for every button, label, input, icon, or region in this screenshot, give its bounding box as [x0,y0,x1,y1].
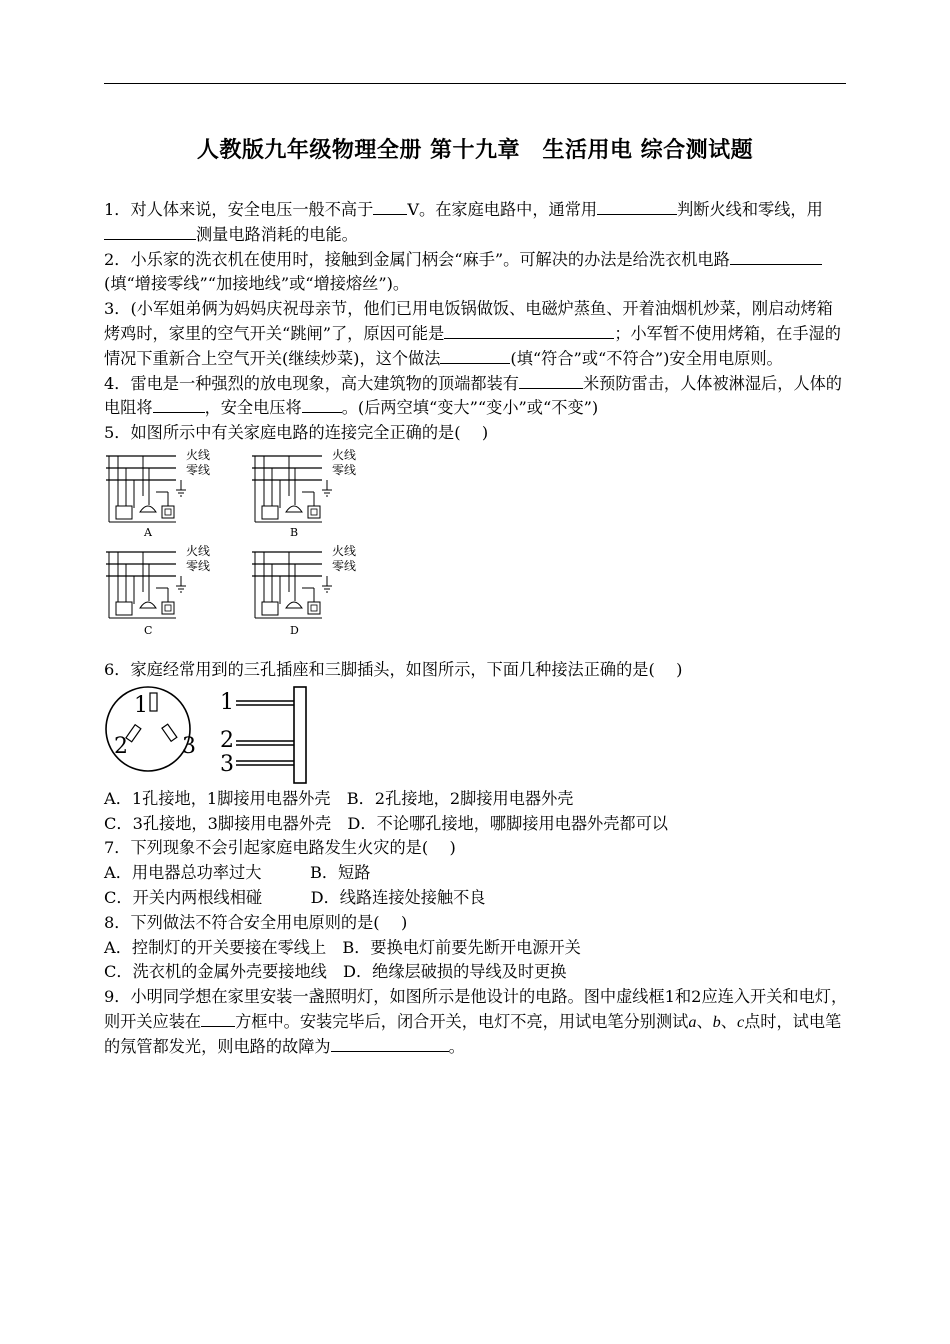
socket-hole-3: 3 [182,733,196,759]
question-3: 3．(小军姐弟俩为妈妈庆祝母亲节，他们已用电饭锅做饭、电磁炉蒸鱼、开着油烟机炒菜，刚启动烤箱烤鸡时，家里的空气开关“跳闸”了，原因可能是 ；小军暂不使用烤箱，在手湿的情况下重新合上空气开关(继续炒菜)，这个做法 (填“符合”或“不符合”)安全用电原则。 [104,299,841,368]
page-title: 人教版九年级物理全册 第十九章 生活用电 综合测试题 [196,138,754,163]
question-5: 5．如图所示中有关家庭电路的连接完全正确的是( ) [104,423,489,443]
question-1: 1．对人体来说，安全电压一般不高于 V。在家庭电路中，通常用 判断火线和零线，用测量电路消耗的电能。 [104,200,823,244]
answer-blank[interactable] [373,198,407,215]
neutral-label-a: 零线 [186,462,211,477]
socket-plug-drawing [104,683,324,787]
question-6-option-row-1: A．1孔接地，1脚接用电器外壳 B．2孔接地，2脚接用电器外壳 [104,788,574,808]
answer-blank[interactable] [444,322,614,339]
question-7-option-row-1: A．用电器总功率过大 B．短路 [104,863,371,883]
live-label-b: 火线 [332,447,357,462]
circuit-a [106,456,186,522]
circuit-c [106,552,186,618]
question-list [104,198,848,1060]
plug-pin-1: 1 [220,689,234,715]
question-8-option-row-2: C．洗衣机的金属外壳要接地线 D．绝缘层破损的导线及时更换 [104,962,567,982]
answer-blank[interactable] [104,223,196,240]
answer-blank[interactable] [331,1035,449,1052]
figure-label-b: B [290,525,299,539]
question-6: 6．家庭经常用到的三孔插座和三脚插头，如图所示，下面几种接法正确的是( ) [104,659,683,679]
live-label-c: 火线 [186,543,211,558]
plug-pin-2: 2 [220,727,234,753]
live-label-a: 火线 [186,447,211,462]
neutral-label-b: 零线 [332,462,357,477]
question-2: 2．小乐家的洗衣机在使用时，接触到金属门柄会“麻手”。可解决的办法是给洗衣机电路(填“增接零线”“加接地线”或“增接熔丝”)。 [104,248,848,298]
question-4: 4．雷电是一种强烈的放电现象，高大建筑物的顶端都装有 米预防雷击，人体被淋湿后，人体的电阻将 ，安全电压将 。(后两空填“变大”“变小”或“不变”) [104,373,842,418]
answer-blank[interactable] [519,372,583,389]
circuit-diagrams [104,446,404,658]
socket-hole-1: 1 [134,692,148,718]
answer-blank[interactable] [730,248,822,265]
question-6-option-row-2: C．3孔接地，3脚接用电器外壳 D．不论哪孔接地，哪脚接用电器外壳都可以 [104,813,668,833]
figure-label-a: A [144,525,152,539]
plug-pin-3: 3 [220,751,234,777]
answer-blank[interactable] [597,198,677,215]
question-8: 8．下列做法不符合安全用电原则的是( ) [104,912,408,932]
socket-plug-figure [104,683,848,787]
answer-blank[interactable] [153,396,205,413]
answer-blank[interactable] [440,347,510,364]
question-8-option-row-1: A．控制灯的开关要接在零线上 B．要换电灯前要先断开电源开关 [104,937,581,957]
circuit-b [252,456,332,522]
plug-body [294,687,306,783]
question-9: 9．小明同学想在家里安装一盏照明灯，如图所示是他设计的电路。图中虚线框1和2应连入开关和电灯，则开关应装在 方框中。安装完毕后，闭合开关，电灯不亮，用试电笔分别测试a、b、c点时，试电笔的氖管都发光，则电路的故障为 。 [104,987,848,1056]
circuit-figure [104,446,848,658]
figure-label-c: C [144,623,153,637]
question-7: 7．下列现象不会引起家庭电路发生火灾的是( ) [104,838,456,858]
neutral-label-d: 零线 [332,558,357,573]
figure-label-d: D [290,623,299,637]
socket-hole-2: 2 [114,733,128,759]
answer-blank[interactable] [302,396,342,413]
live-label-d: 火线 [332,543,357,558]
circuit-d [252,552,332,618]
neutral-label-c: 零线 [186,558,211,573]
answer-blank[interactable] [201,1010,235,1027]
header-rule [104,83,846,84]
question-7-option-row-2: C．开关内两根线相碰 D．线路连接处接触不良 [104,887,486,907]
